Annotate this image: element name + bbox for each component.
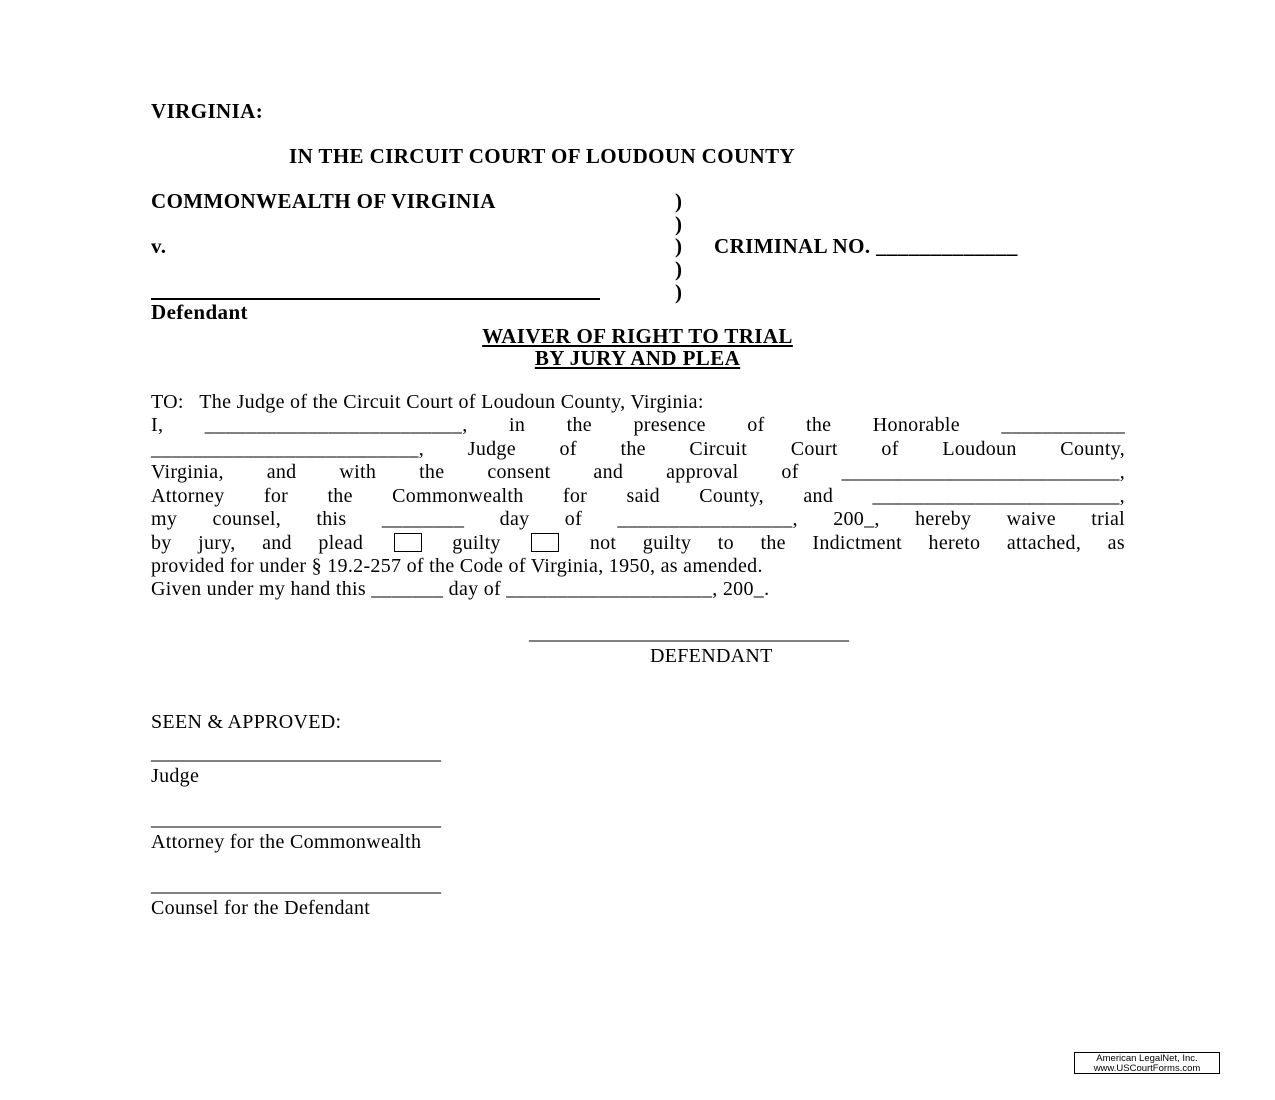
approval-heading: SEEN & APPROVED: (151, 711, 342, 733)
counsel-label: Counsel for the Defendant (151, 897, 371, 919)
body-line: Attorney for the Commonwealth for said County, and ________________________, (151, 485, 1125, 507)
body-line: my counsel, this ________ day of _________________, 200_, hereby waive trial (151, 508, 1125, 530)
plaintiff-name: COMMONWEALTH OF VIRGINIA (151, 189, 496, 213)
caption-paren: ) (675, 212, 683, 236)
versus-label: v. (151, 234, 167, 258)
caption-paren: ) (675, 234, 683, 258)
caption-paren: ) (675, 189, 683, 213)
state-heading: VIRGINIA: (151, 99, 264, 123)
body-line: __________________________, Judge of the Circuit Court of Loudoun County, (151, 438, 1125, 460)
document-subtitle: BY JURY AND PLEA (534, 346, 741, 370)
caption-paren: ) (675, 257, 683, 281)
attorney-signature-line: _____________________________ (151, 808, 441, 830)
publisher-name: American LegalNet, Inc. (1096, 1053, 1198, 1064)
plea-line (151, 532, 1125, 555)
counsel-signature-line: _____________________________ (151, 874, 441, 896)
body-line: I, _________________________, in the presence of the Honorable ____________ (151, 414, 1125, 436)
attorney-label: Attorney for the Commonwealth (151, 831, 422, 853)
defendant-signature-line: ________________________________ (529, 622, 849, 644)
defendant-label: Defendant (151, 300, 248, 324)
publisher-stamp (1074, 1052, 1220, 1074)
caption-paren: ) (675, 280, 683, 304)
body-line: provided for under § 19.2-257 of the Code of Virginia, 1950, as amended. (151, 555, 763, 577)
court-heading: IN THE CIRCUIT COURT OF LOUDOUN COUNTY (289, 144, 796, 168)
defendant-signature-label: DEFENDANT (650, 645, 773, 667)
body-line: TO: The Judge of the Circuit Court of Loudoun County, Virginia: (151, 391, 704, 413)
judge-signature-line: _____________________________ (151, 742, 441, 764)
guilty-checkbox[interactable] (394, 533, 422, 552)
criminal-number: CRIMINAL NO. _____________ (714, 234, 1018, 258)
publisher-url: www.USCourtForms.com (1093, 1063, 1201, 1074)
not-guilty-checkbox[interactable] (531, 533, 559, 552)
document-title: WAIVER OF RIGHT TO TRIAL (482, 324, 793, 348)
body-line: Virginia, and with the consent and approval of ___________________________, (151, 461, 1125, 483)
judge-label: Judge (151, 765, 200, 787)
not-guilty-label: not guilty to the Indictment hereto attached, as (589, 532, 1125, 554)
guilty-label: guilty (452, 532, 501, 554)
plea-intro: by jury, and plead (151, 532, 364, 554)
body-line: Given under my hand this _______ day of ____________________, 200_. (151, 578, 770, 600)
